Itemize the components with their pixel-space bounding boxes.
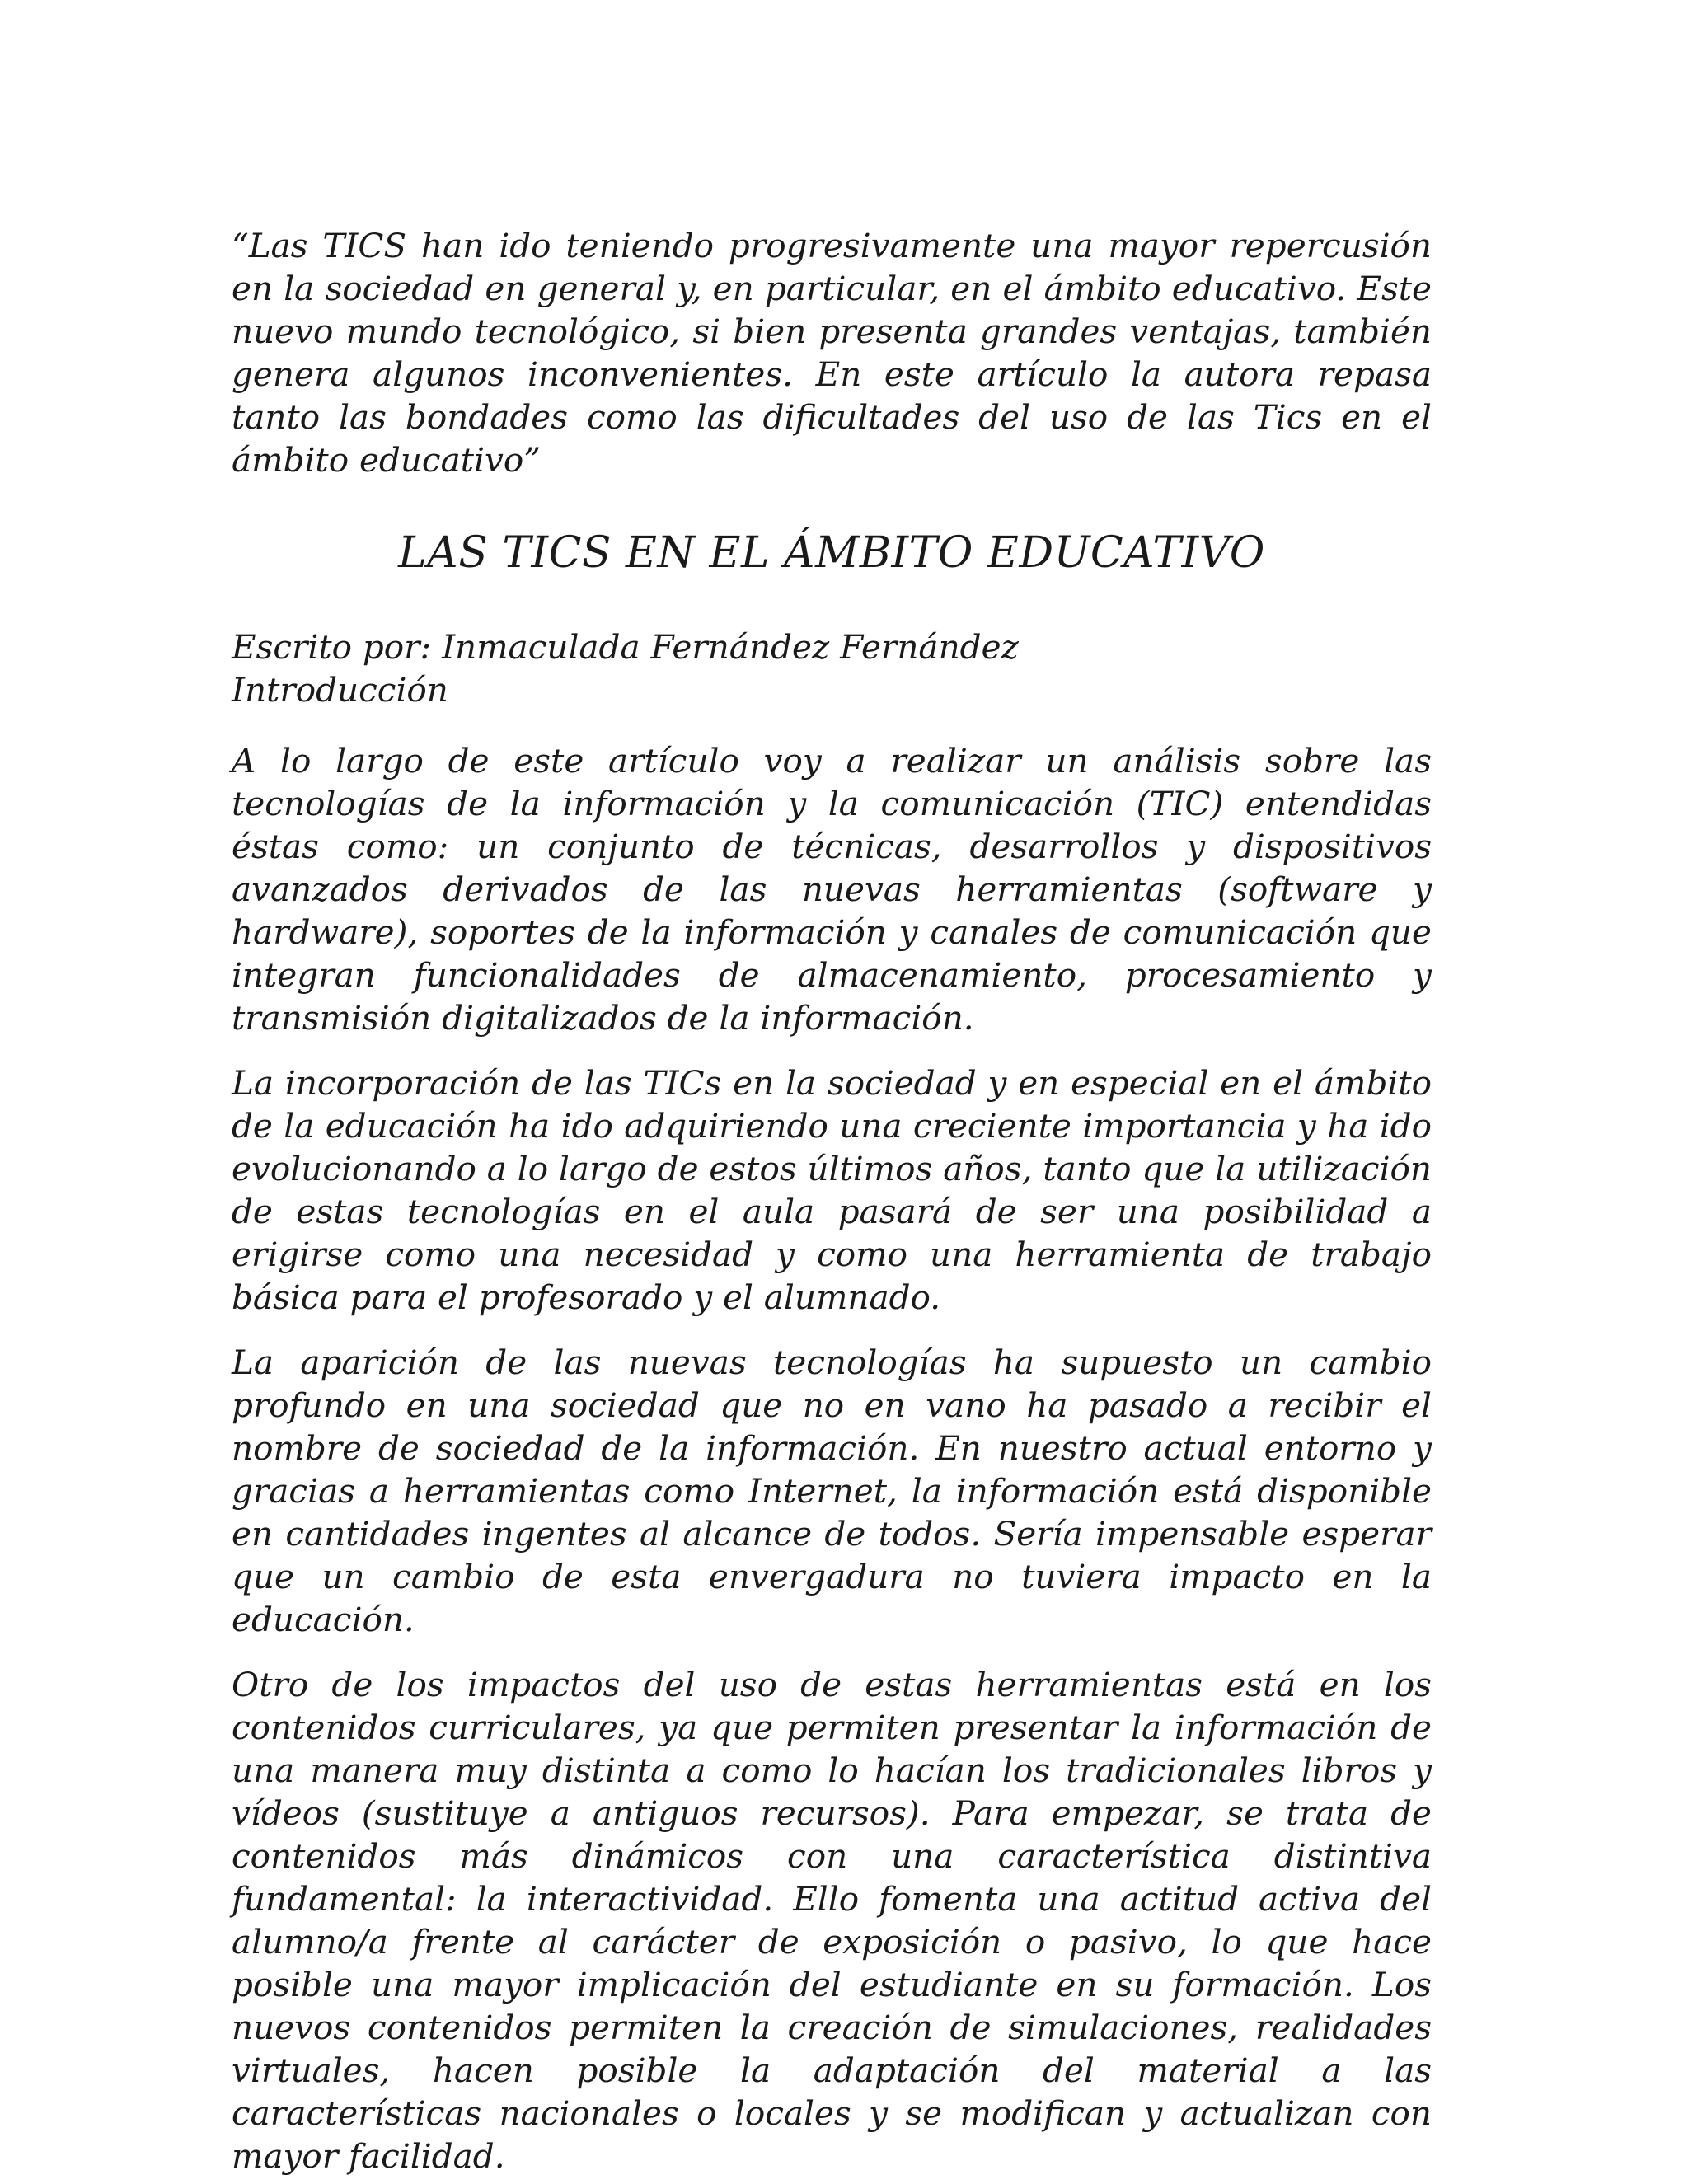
paragraph-1: A lo largo de este artículo voy a realizar un análisis sobre las tecnologías de la información y la comunicación (TIC) entendidas éstas como: un conjunto de técnicas, desarrollos y dispositivos avanzados derivados de las nuevas herramientas (software y hardware), soportes de la información y canales de comunicación que integran funcionalidades de almacenamiento, procesamiento y transmisión digitalizados de la información. [232,741,1432,1038]
paragraph-4: Otro de los impactos del uso de estas herramientas está en los contenidos curriculares, ya que permiten presentar la información de una manera muy distinta a como lo hacían los tradicionales libros y vídeos (sustituye a antiguos recursos). Para empezar, se trata de contenidos más dinámicos con una característica distintiva fundamental: la interactividad. Ello fomenta una actitud activa del alumno/a frente al carácter de exposición o pasivo, lo que hace posible una mayor implicación del estudiante en su formación. Los nuevos contenidos permiten la creación de simulaciones, realidades virtuales, hacen posible la adaptación del material a las características nacionales o locales y se modifican y actualizan con mayor facilidad. [232,1665,1432,2176]
paragraph-2: La incorporación de las TICs en la sociedad y en especial en el ámbito de la educación ha ido adquiriendo una creciente importancia y ha ido evolucionando a lo largo de estos últimos años, tanto que la utilización de estas tecnologías en el aula pasará de ser una posibilidad a erigirse como una necesidad y como una herramienta de trabajo básica para el profesorado y el alumnado. [232,1063,1432,1317]
document-body [232,224,1432,2177]
article-title: LAS TICS EN EL ÁMBITO EDUCATIVO [398,528,1265,578]
abstract-quote: “Las TICS han ido teniendo progresivamente una mayor repercusión en la sociedad en general y, en particular, en el ámbito educativo. Este nuevo mundo tecnológico, si bien presenta grandes ventajas, también genera algunos inconvenientes. En este artículo la autora repasa tanto las bondades como las dificultades del uso de las Tics en el ámbito educativo” [232,226,1432,480]
author-line: Escrito por: Inmaculada Fernández Fernández [232,627,1019,667]
paragraph-3: La aparición de las nuevas tecnologías ha supuesto un cambio profundo en una sociedad que no en vano ha pasado a recibir el nombre de sociedad de la información. En nuestro actual entorno y gracias a herramientas como Internet, la información está disponible en cantidades ingentes al alcance de todos. Sería impensable esperar que un cambio de esta envergadura no tuviera impacto en la educación. [232,1343,1432,1639]
section-heading-introduction: Introducción [232,670,448,710]
